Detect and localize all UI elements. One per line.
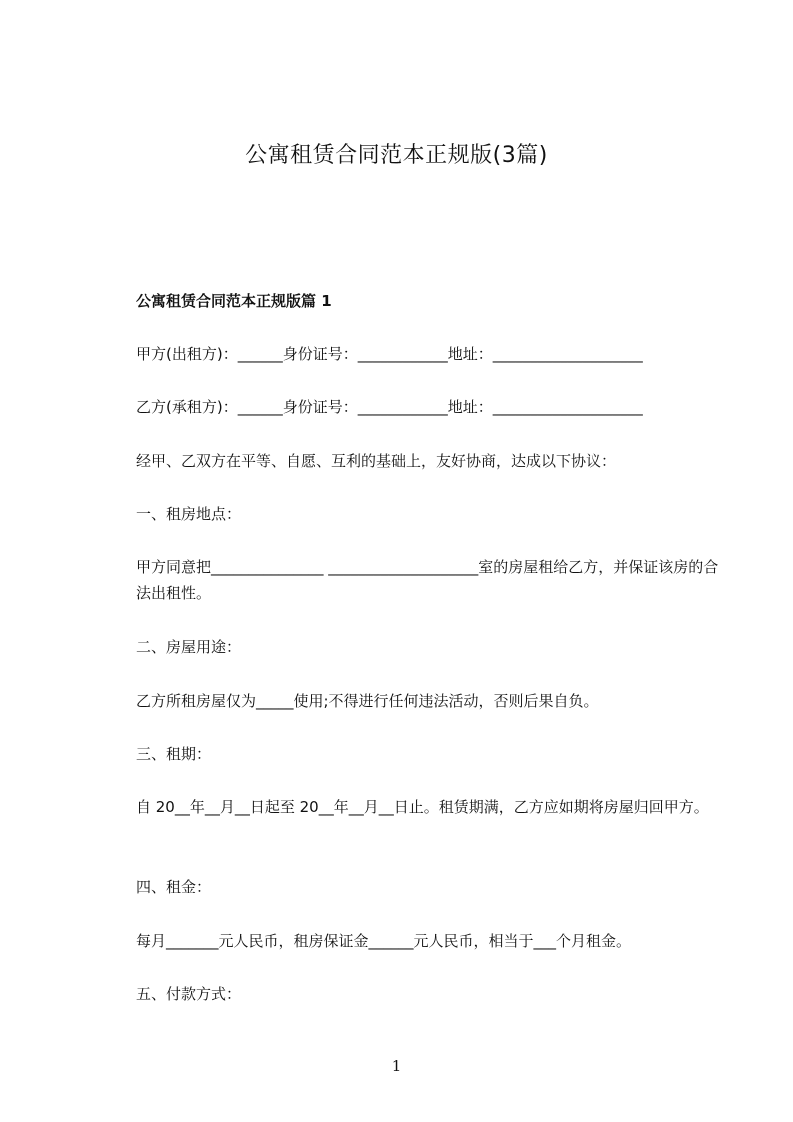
clause-5-heading: 五、付款方式： bbox=[136, 985, 242, 1003]
clause-3-heading: 三、租期： bbox=[136, 745, 212, 763]
clause-4-heading: 四、租金： bbox=[136, 878, 212, 896]
party-a-line: 甲方(出租方)：______身份证号：____________地址：____________________ bbox=[136, 345, 643, 363]
clause-2-body: 乙方所租房屋仅为_____使用;不得进行任何违法活动，否则后果自负。 bbox=[136, 692, 599, 710]
intro-paragraph: 经甲、乙双方在平等、自愿、互利的基础上，友好协商，达成以下协议： bbox=[136, 452, 617, 470]
clause-4-body: 每月_______元人民币，租房保证金______元人民币，相当于___个月租金。 bbox=[136, 932, 632, 950]
party-b-line: 乙方(承租方)：______身份证号：____________地址：____________________ bbox=[136, 398, 643, 416]
clause-3-body: 自 20__年__月__日起至 20__年__月__日止。租赁期满，乙方应如期将房屋归回甲方。 bbox=[136, 798, 709, 816]
section-heading: 公寓租赁合同范本正规版篇 1 bbox=[136, 292, 332, 310]
clause-2-heading: 二、房屋用途： bbox=[136, 638, 242, 656]
page-number: 1 bbox=[391, 1057, 402, 1075]
clause-1-body: 甲方同意把_______________ ____________________室的房屋租给乙方，并保证该房的合法出租性。 bbox=[136, 558, 719, 602]
document-title: 公寓租赁合同范本正规版(3篇) bbox=[245, 143, 548, 168]
clause-1-heading: 一、租房地点： bbox=[136, 505, 242, 523]
